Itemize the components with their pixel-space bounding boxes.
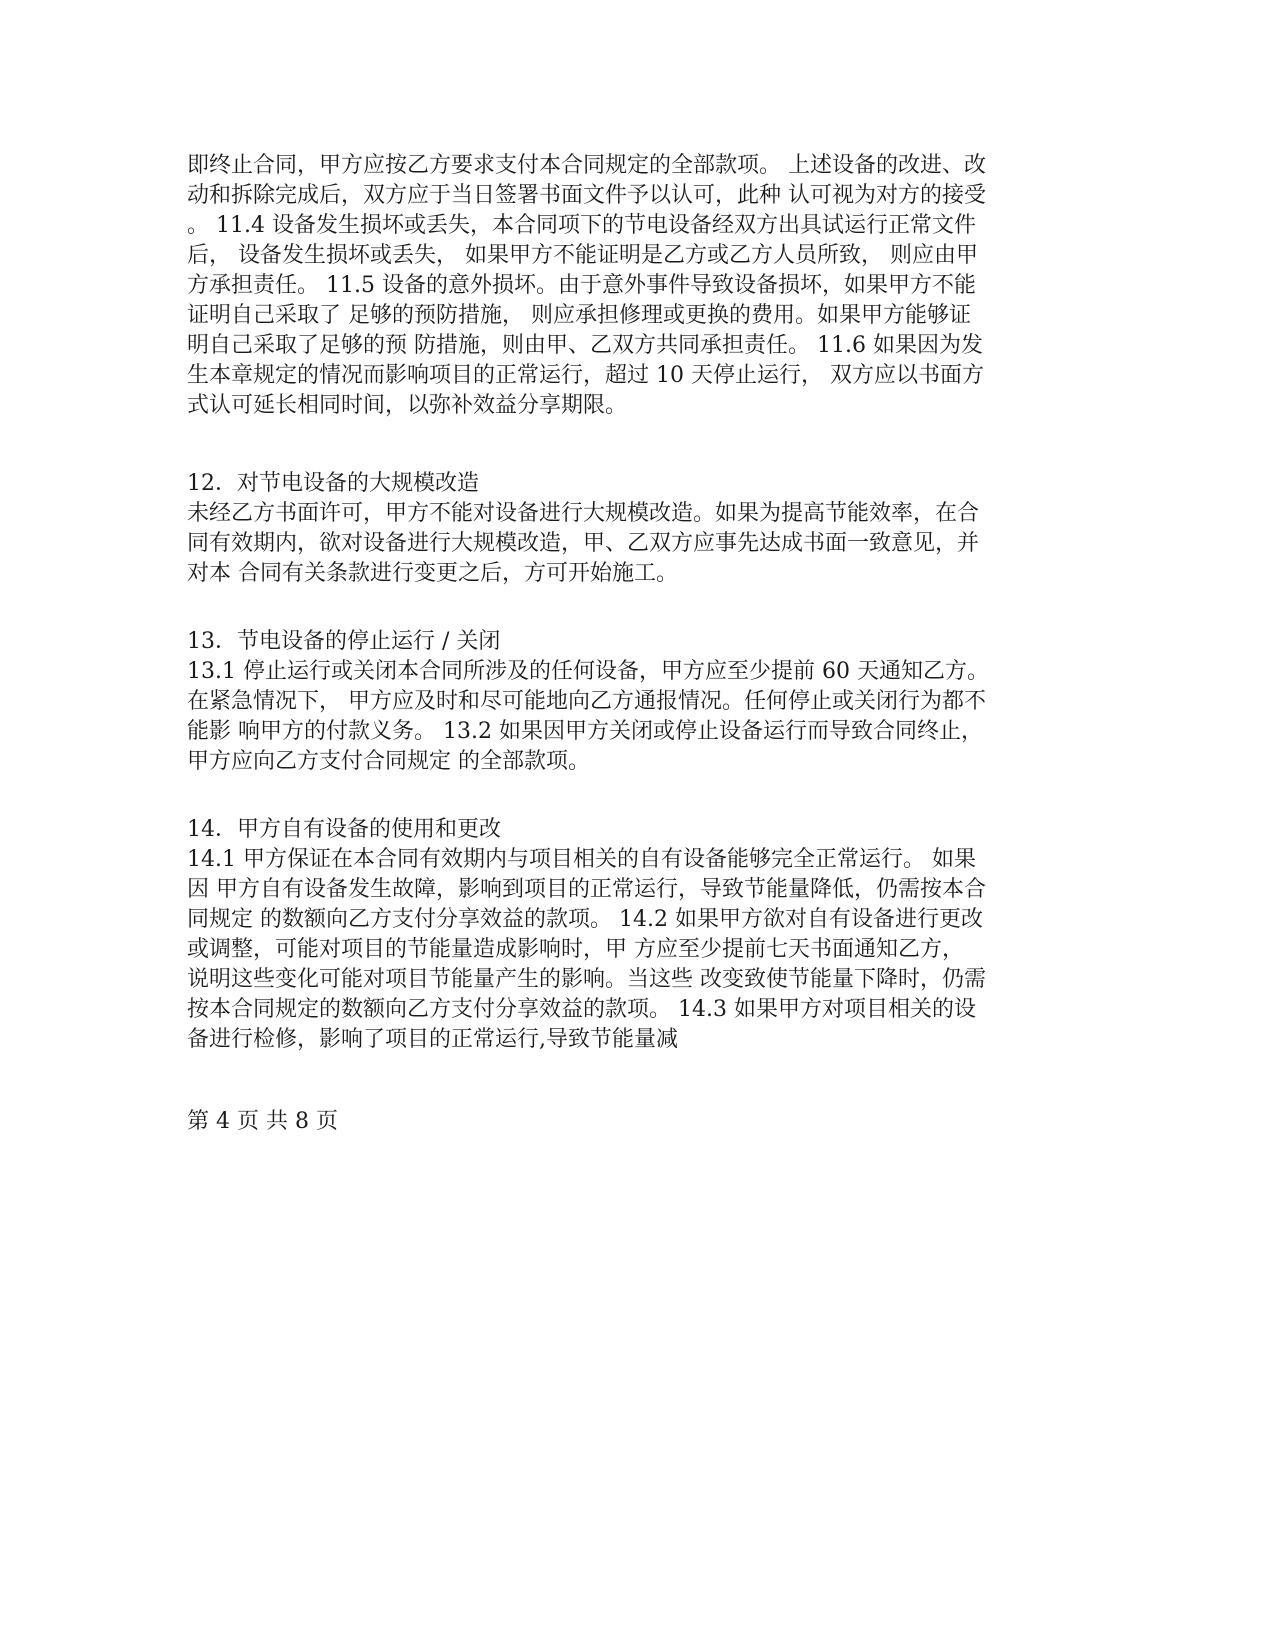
paragraph-line: 对本 合同有关条款进行变更之后，方可开始施工。 bbox=[187, 561, 678, 586]
paragraph-line: 13.1 停止运行或关闭本合同所涉及的任何设备，甲方应至少提前 60 天通知乙方。 bbox=[187, 659, 989, 684]
paragraph-line: 动和拆除完成后，双方应于当日签署书面文件予以认可，此种 认可视为对方的接受 bbox=[187, 183, 986, 208]
paragraph-line: 或调整，可能对项目的节能量造成影响时，甲 方应至少提前七天书面通知乙方， bbox=[187, 937, 964, 962]
paragraph-line: 证明自己采取了 足够的预防措施， 则应承担修理或更换的费用。如果甲方能够证 bbox=[187, 303, 971, 328]
paragraph-line: 按本合同规定的数额向乙方支付分享效益的款项。 14.3 如果甲方对项目相关的设 bbox=[187, 997, 976, 1022]
paragraph-line: 即终止合同，甲方应按乙方要求支付本合同规定的全部款项。 上述设备的改进、改 bbox=[187, 153, 986, 178]
paragraph-line: 因 甲方自有设备发生故障，影响到项目的正常运行，导致节能量降低，仍需按本合 bbox=[187, 877, 986, 902]
paragraph-line: 。 11.4 设备发生损坏或丢失，本合同项下的节电设备经双方出具试运行正常文件 bbox=[187, 213, 976, 238]
paragraph-line: 甲方应向乙方支付合同规定 的全部款项。 bbox=[187, 749, 590, 774]
paragraph-line: 同有效期内，欲对设备进行大规模改造，甲、乙双方应事先达成书面一致意见，并 bbox=[187, 531, 980, 556]
section-heading: 12．对节电设备的大规模改造 bbox=[187, 471, 479, 496]
paragraph-line: 式认可延长相同时间，以弥补效益分享期限。 bbox=[187, 393, 628, 418]
section-12 bbox=[187, 469, 1087, 589]
intro-paragraph bbox=[187, 151, 1087, 421]
paragraph-line: 生本章规定的情况而影响项目的正常运行，超过 10 天停止运行， 双方应以书面方 bbox=[187, 363, 984, 388]
paragraph-line: 后， 设备发生损坏或丢失， 如果甲方不能证明是乙方或乙方人员所致， 则应由甲 bbox=[187, 243, 978, 268]
paragraph-line: 方承担责任。 11.5 设备的意外损坏。由于意外事件导致设备损坏，如果甲方不能 bbox=[187, 273, 976, 298]
paragraph-line: 在紧急情况下， 甲方应及时和尽可能地向乙方通报情况。任何停止或关闭行为都不 bbox=[187, 689, 986, 714]
paragraph-line: 未经乙方书面许可，甲方不能对设备进行大规模改造。如果为提高节能效率，在合 bbox=[187, 501, 980, 526]
section-14 bbox=[187, 815, 1087, 1055]
paragraph-line: 14.1 甲方保证在本合同有效期内与项目相关的自有设备能够完全正常运行。 如果 bbox=[187, 847, 976, 872]
paragraph-line: 说明这些变化可能对项目节能量产生的影响。当这些 改变致使节能量下降时，仍需 bbox=[187, 967, 986, 992]
page-number-footer: 第 4 页 共 8 页 bbox=[187, 1109, 338, 1134]
paragraph-line: 同规定 的数额向乙方支付分享效益的款项。 14.2 如果甲方欲对自有设备进行更改 bbox=[187, 907, 983, 932]
section-heading: 13．节电设备的停止运行 / 关闭 bbox=[187, 629, 501, 654]
section-heading: 14．甲方自有设备的使用和更改 bbox=[187, 817, 501, 842]
paragraph-line: 备进行检修，影响了项目的正常运行,导致节能量减 bbox=[187, 1027, 678, 1052]
paragraph-line: 能影 响甲方的付款义务。 13.2 如果因甲方关闭或停止设备运行而导致合同终止， bbox=[187, 719, 983, 744]
paragraph-line: 明自己采取了足够的预 防措施，则由甲、乙双方共同承担责任。 11.6 如果因为发 bbox=[187, 333, 983, 358]
section-13 bbox=[187, 627, 1087, 777]
